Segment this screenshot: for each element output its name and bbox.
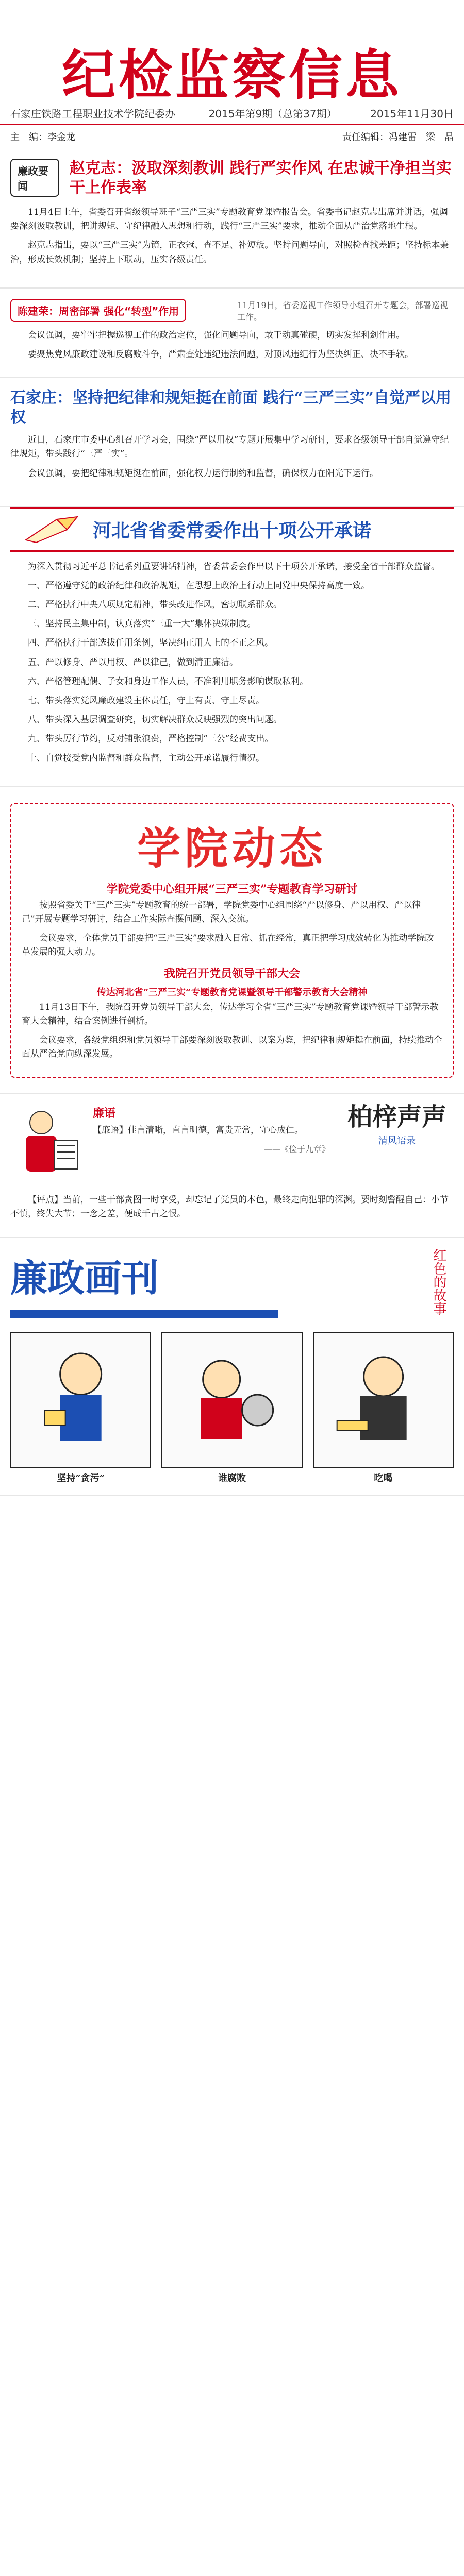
- brush-subtitle: 清风语录: [378, 1136, 416, 1147]
- cartoon-1-illustration: [11, 1333, 150, 1467]
- news-paragraph-2: 赵克志指出，要以“三严三实”为镜，正衣冠、查不足、补短板。坚持问题导向，对照检查找差距；坚持标本兼治，形成长效机制；坚持上下联动，压实各级责任。: [10, 240, 449, 265]
- campus-title: 学院动态: [137, 823, 327, 874]
- section-campus: [0, 787, 464, 1095]
- campus-article-title: 学院党委中心组开展“三严三实”专题教育学习研讨: [106, 882, 358, 896]
- issue-date: 2015年11月30日: [370, 108, 454, 120]
- quill-icon: [21, 514, 82, 545]
- promise-item-10: 十、自觉接受党内监督和群众监督，主动公开承诺履行情况。: [28, 753, 264, 764]
- quote-text: 【廉语】佳言清晰，直言明德，富贵无常，守心成仁。: [93, 1125, 303, 1136]
- cartoon-grid: [10, 1332, 454, 1484]
- special-paragraph-1: 会议强调，要牢牢把握巡视工作的政治定位，强化问题导向，敢于动真碰硬，切实发挥利剑作用。: [28, 330, 405, 341]
- responsible-editor: 责任编辑：冯建雷 梁 晶: [342, 132, 454, 143]
- section-news: [0, 148, 464, 289]
- brush-title: 柏梓声声: [347, 1103, 446, 1132]
- cartoon-2-illustration: [162, 1333, 301, 1467]
- promises-intro: 为深入贯彻习近平总书记系列重要讲话精神，省委常委会作出以下十项公开承诺，接受全省干部群众监督。: [28, 561, 440, 572]
- quote-author: ——《俭于九章》: [263, 1144, 330, 1155]
- promise-item-4: 四、严格执行干部选拔任用条例，坚决纠正用人上的不正之风。: [28, 638, 273, 649]
- issuer: 石家庄铁路工程职业技术学院纪委办: [10, 108, 175, 120]
- section-tag-news: 廉政要闻: [10, 159, 59, 197]
- promise-item-8: 八、带头深入基层调查研究，切实解决群众反映强烈的突出问题。: [28, 715, 282, 725]
- campus-subheading: 我院召开党员领导干部大会: [163, 967, 300, 980]
- promise-item-1: 一、严格遵守党的政治纪律和政治规矩，在思想上政治上行动上同党中央保持高度一致。: [28, 580, 370, 591]
- special-lead: 11月19日，省委巡视工作领导小组召开专题会，部署巡视工作。: [237, 300, 448, 322]
- cartoon-panel-1: [10, 1332, 151, 1468]
- promise-item-7: 七、带头落实党风廉政建设主体责任，守土有责、守土尽责。: [28, 696, 264, 706]
- news-headline: 赵克志：汲取深刻教训 践行严实作风 在忠诚干净担当实干上作表率: [69, 159, 452, 197]
- cartoon-caption-2: 谁腐败: [218, 1472, 246, 1484]
- section-special: [0, 289, 464, 378]
- promise-item-9: 九、带头厉行节约，反对铺张浪费，严格控制“三公”经费支出。: [28, 734, 274, 744]
- special-tag: 陈建荣：周密部署 强化“转型”作用: [10, 299, 186, 322]
- chief-editor: 主 编：李金龙: [10, 132, 75, 143]
- sjz-paragraph-1: 近日，石家庄市委中心组召开学习会，围绕“严以用权”专题开展集中学习研讨，要求各级领导干部自觉遵守纪律规矩，带头践行“三严三实”。: [10, 435, 449, 460]
- campus-more-1: 11月13日下午，我院召开党员领导干部大会，传达学习全省“三严三实”专题教育党课暨领导干部警示教育大会精神，结合案例进行剖析。: [22, 1002, 439, 1026]
- section-cartoons: [0, 1238, 464, 1496]
- cartoon-3-illustration: [314, 1333, 453, 1467]
- issue-number: 2015年第9期（总第37期）: [208, 108, 337, 120]
- vertical-label: 红色的故事: [431, 1248, 446, 1315]
- promises-title: 河北省省委常委作出十项公开承诺: [92, 520, 371, 542]
- reading-person-icon: [10, 1105, 82, 1187]
- promise-item-3: 三、坚持民主集中制，认真落实“三重一大”集体决策制度。: [28, 619, 256, 630]
- promise-item-2: 二、严格执行中央八项规定精神，带头改进作风，密切联系群众。: [28, 600, 282, 611]
- campus-paragraph-1: 按照省委关于“三严三实”专题教育的统一部署，学院党委中心组围绕“严以修身、严以用权、严以律己”开展专题学习研讨，结合工作实际查摆问题、深入交流。: [22, 900, 421, 924]
- masthead: [0, 0, 464, 124]
- section-shijiazhuang: [0, 378, 464, 507]
- special-paragraph-2: 要聚焦党风廉政建设和反腐败斗争，严肃查处违纪违法问题，对顶风违纪行为坚决纠正、决不手软。: [28, 349, 413, 360]
- cartoon-panel-3: [313, 1332, 454, 1468]
- promise-item-6: 六、严格管理配偶、子女和身边工作人员，不准利用职务影响谋取私利。: [28, 676, 308, 687]
- cartoons-divider: [10, 1310, 278, 1318]
- quote-title: 廉语: [93, 1107, 116, 1121]
- quote-note: 【评点】当前，一些干部贪图一时享受，却忘记了党员的本色，最终走向犯罪的深渊。要时刻警醒自己：小节不慎，终失大节；一念之差，便成千古之恨。: [10, 1195, 449, 1219]
- cartoon-panel-2: [161, 1332, 302, 1468]
- sjz-paragraph-2: 会议强调，要把纪律和规矩挺在前面，强化权力运行制约和监督，确保权力在阳光下运行。: [28, 468, 378, 479]
- campus-paragraph-2: 会议要求，全体党员干部要把“三严三实”要求融入日常、抓在经常，真正把学习成效转化为推动学院改革发展的强大动力。: [22, 933, 434, 958]
- cartoons-title: 廉政画刊: [10, 1256, 159, 1300]
- news-paragraph-1: 11月4日上午，省委召开省级领导班子“三严三实”专题教育党课暨报告会。省委书记赵克志出席并讲话，强调要深刻汲取教训，把讲规矩、守纪律融入思想和行动，践行“三严三实”要求，推动全面从严治党落地生根。: [10, 207, 448, 232]
- promise-item-5: 五、严以修身、严以用权、严以律己，做到清正廉洁。: [28, 657, 238, 668]
- section-quote: [0, 1094, 464, 1238]
- sjz-headline: 石家庄：坚持把纪律和规矩挺在前面 践行“三严三实”自觉严以用权: [10, 389, 451, 427]
- cartoon-caption-1: 坚持“贪污”: [57, 1472, 105, 1484]
- campus-more-2: 会议要求，各级党组织和党员领导干部要深刻汲取教训、以案为鉴，把纪律和规矩挺在前面，持续推动全面从严治党向纵深发展。: [22, 1035, 442, 1060]
- info-bar: [0, 124, 464, 148]
- newsletter-title: 纪检监察信息: [61, 44, 402, 107]
- campus-frame: [10, 803, 454, 1078]
- section-promises: [0, 507, 464, 787]
- campus-subtitle: 传达河北省“三严三实”专题教育党课暨领导干部警示教育大会精神: [96, 987, 368, 998]
- cartoon-caption-3: 吃喝: [374, 1472, 393, 1484]
- promises-banner: [10, 507, 454, 552]
- issue-row: [10, 106, 454, 121]
